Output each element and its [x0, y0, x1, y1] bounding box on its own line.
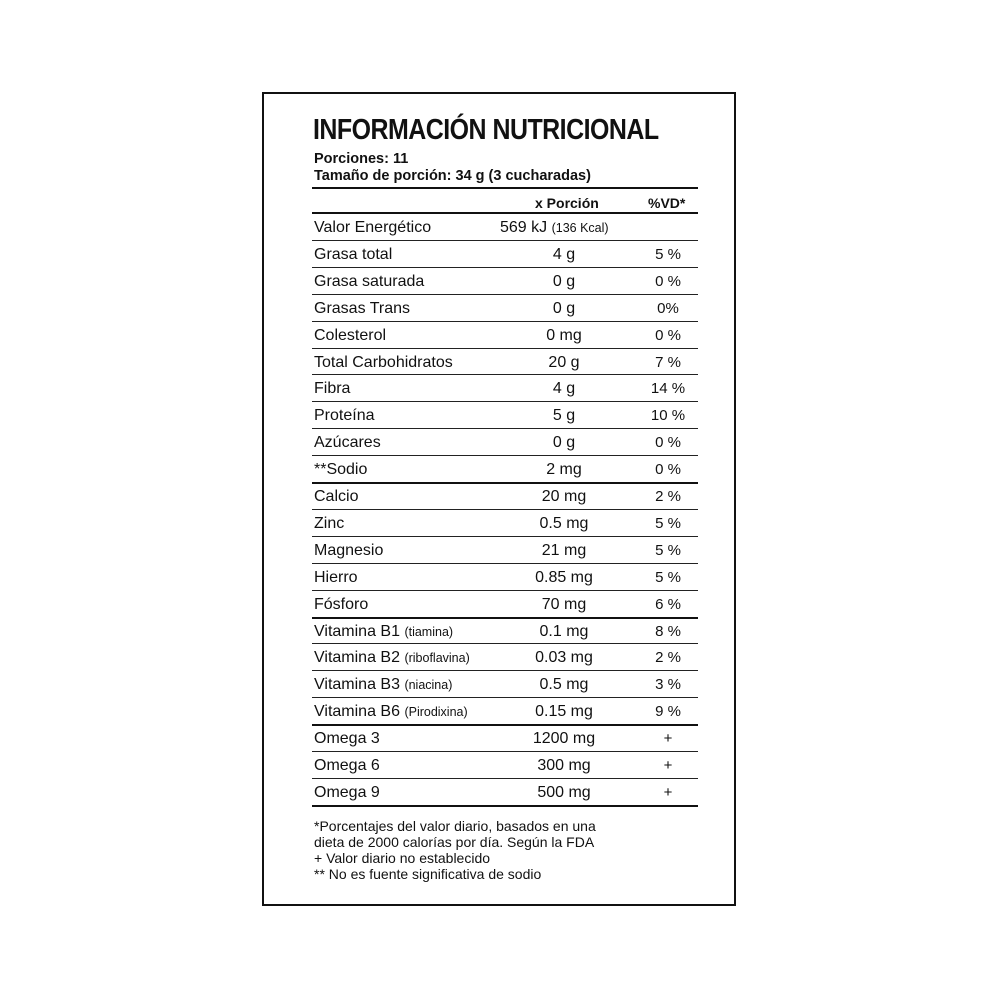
nutrient-label: Valor Energético — [314, 219, 432, 236]
nutrient-name — [314, 698, 468, 726]
nutrient-amount — [494, 591, 634, 618]
nutrient-amount — [494, 268, 634, 295]
nutrient-label: Fibra — [314, 380, 351, 398]
nutrient-label: Grasas Trans — [314, 299, 411, 317]
nutrient-name — [314, 752, 380, 779]
table-row — [0, 779, 1001, 806]
nutrient-amount — [494, 375, 634, 402]
nutrient-dv: 5 % — [655, 245, 681, 263]
nutrient-label: Vitamina B1 — [314, 622, 400, 640]
table-row — [0, 644, 1001, 671]
nutrient-label: Proteína — [314, 407, 375, 425]
table-row — [0, 591, 1001, 618]
nutrient-dv: + — [663, 757, 673, 774]
nutrient-dv: 10 % — [650, 407, 686, 425]
amount-value: 0 g — [552, 434, 576, 452]
nutrient-dv: 5 % — [655, 568, 681, 586]
servings-count: Porciones: 11 — [314, 151, 409, 167]
nutrient-amount — [494, 725, 634, 752]
table-row — [0, 214, 1001, 241]
table-row — [0, 618, 1001, 645]
nutrient-amount — [494, 644, 634, 671]
nutrient-amount — [494, 456, 634, 483]
nutrient-name — [314, 779, 380, 806]
nutrient-dv: 5 % — [655, 514, 681, 532]
nutrient-note: (riboflavina) — [404, 651, 470, 666]
table-row — [0, 725, 1001, 752]
nutrient-amount — [494, 295, 634, 322]
nutrient-dv: 5 % — [655, 541, 681, 559]
amount-value: 300 mg — [537, 757, 591, 774]
amount-column-header: x Porción — [535, 195, 599, 211]
nutrient-dv: 0 % — [655, 461, 681, 479]
nutrient-label: Magnesio — [314, 541, 384, 559]
nutrient-amount — [494, 349, 634, 376]
label-title: INFORMACIÓN NUTRICIONAL — [313, 114, 659, 146]
nutrient-label: Zinc — [314, 514, 345, 532]
nutrient-label: Fósforo — [314, 595, 369, 613]
nutrient-label: Colesterol — [314, 326, 387, 344]
amount-value: 0.5 mg — [539, 676, 589, 694]
table-row — [0, 322, 1001, 349]
nutrient-dv: 2 % — [655, 649, 681, 667]
nutrient-amount — [494, 537, 634, 564]
amount-value: 0.5 mg — [539, 514, 589, 532]
nutrient-label: Omega 3 — [314, 730, 380, 748]
nutrient-label: Azúcares — [314, 434, 381, 452]
amount-value: 0.03 mg — [535, 649, 593, 667]
amount-value: 0.85 mg — [535, 568, 593, 586]
nutrient-label: Vitamina B3 — [314, 676, 400, 694]
nutrient-amount — [494, 402, 634, 429]
nutrient-dv: 9 % — [655, 703, 681, 721]
row-divider — [312, 805, 698, 807]
amount-value: 0.15 mg — [535, 703, 593, 721]
header-divider — [312, 187, 698, 189]
nutrient-name — [314, 644, 470, 672]
amount-value: 569 kJ — [500, 219, 548, 236]
nutrient-label: Vitamina B6 — [314, 703, 400, 721]
nutrient-dv: 3 % — [655, 676, 681, 694]
amount-value: 1200 mg — [532, 730, 596, 748]
nutrient-name — [314, 725, 380, 752]
nutrient-dv: 0 % — [655, 272, 681, 290]
nutrient-note: (niacina) — [404, 678, 453, 693]
amount-value: 2 mg — [546, 461, 582, 479]
table-row — [0, 241, 1001, 268]
amount-value: 20 mg — [541, 488, 587, 505]
nutrient-amount — [494, 698, 634, 725]
table-row — [0, 752, 1001, 779]
nutrient-amount — [494, 752, 634, 779]
nutrient-amount — [494, 322, 634, 349]
nutrient-name — [314, 214, 431, 241]
nutrient-name — [314, 537, 383, 564]
table-row — [0, 429, 1001, 456]
table-row — [0, 349, 1001, 376]
amount-value: 4 g — [552, 245, 576, 263]
nutrient-dv: 8 % — [655, 622, 681, 640]
nutrient-label: Calcio — [314, 488, 359, 505]
nutrient-dv: 7 % — [655, 353, 681, 371]
amount-value: 500 mg — [537, 783, 591, 801]
nutrient-label: Hierro — [314, 568, 358, 586]
nutrient-label: Omega 9 — [314, 783, 380, 801]
nutrient-dv: 14 % — [650, 380, 686, 398]
footnote-line: + Valor diario no establecido — [314, 850, 491, 866]
nutrient-amount — [494, 510, 634, 537]
nutrient-name — [314, 349, 453, 376]
table-row — [0, 698, 1001, 725]
nutrient-label: Grasa saturada — [314, 272, 425, 290]
table-row — [0, 671, 1001, 698]
nutrient-label: Vitamina B2 — [314, 649, 400, 667]
table-row — [0, 483, 1001, 510]
table-row — [0, 295, 1001, 322]
nutrient-amount — [494, 564, 634, 591]
nutrient-note: (Pirodixina) — [404, 705, 468, 720]
nutrient-name — [314, 322, 386, 349]
nutrient-name — [314, 241, 392, 268]
nutrient-amount — [494, 429, 634, 456]
nutrient-label: Omega 6 — [314, 757, 380, 774]
nutrient-name — [314, 429, 381, 456]
nutrient-dv: 0% — [657, 299, 679, 317]
amount-value: 0 g — [552, 299, 576, 317]
nutrient-dv: 0 % — [655, 434, 681, 452]
footnote-line: *Porcentajes del valor diario, basados en una — [314, 818, 596, 834]
amount-value: 0.1 mg — [539, 622, 589, 640]
nutrient-name — [314, 591, 368, 618]
nutrient-name — [314, 402, 374, 429]
amount-value: 21 mg — [541, 541, 587, 559]
nutrient-note: (tiamina) — [404, 624, 454, 639]
table-row — [0, 510, 1001, 537]
amount-value: 20 g — [548, 353, 580, 371]
nutrient-dv: 2 % — [655, 488, 681, 505]
nutrient-name — [314, 671, 452, 699]
nutrient-label: Grasa total — [314, 245, 393, 263]
nutrient-label: **Sodio — [314, 461, 368, 479]
dv-column-header: %VD* — [648, 195, 686, 211]
nutrient-name — [314, 510, 344, 537]
nutrient-dv: 6 % — [655, 595, 681, 613]
amount-value: 4 g — [552, 380, 576, 398]
nutrient-name — [314, 564, 358, 591]
amount-value: 70 mg — [541, 595, 587, 613]
nutrient-amount — [494, 671, 634, 698]
nutrient-name — [314, 618, 453, 646]
amount-note: (136 Kcal) — [551, 221, 609, 235]
table-row — [0, 268, 1001, 295]
nutrient-amount — [494, 618, 634, 645]
nutrient-name — [314, 268, 424, 295]
nutrient-amount — [494, 483, 634, 510]
nutrient-dv: 0 % — [655, 326, 681, 344]
nutrient-name — [314, 456, 367, 483]
nutrient-label: Total Carbohidratos — [314, 353, 453, 371]
table-row — [0, 537, 1001, 564]
nutrient-amount — [494, 241, 634, 268]
footnote-line: dieta de 2000 calorías por día. Según la FDA — [314, 834, 595, 850]
table-row — [0, 402, 1001, 429]
nutrient-name — [314, 483, 358, 510]
table-row — [0, 564, 1001, 591]
amount-value: 5 g — [552, 407, 576, 425]
nutrient-dv: + — [663, 783, 673, 801]
footnote-line: ** No es fuente significativa de sodio — [314, 866, 542, 882]
amount-value: 0 mg — [546, 326, 582, 344]
nutrient-amount — [500, 214, 640, 242]
amount-value: 0 g — [552, 272, 576, 290]
nutrient-dv: + — [663, 730, 673, 748]
nutrient-name — [314, 375, 350, 402]
table-row — [0, 375, 1001, 402]
nutrient-amount — [494, 779, 634, 806]
nutrient-name — [314, 295, 410, 322]
table-row — [0, 456, 1001, 483]
serving-size: Tamaño de porción: 34 g (3 cucharadas) — [314, 168, 591, 184]
